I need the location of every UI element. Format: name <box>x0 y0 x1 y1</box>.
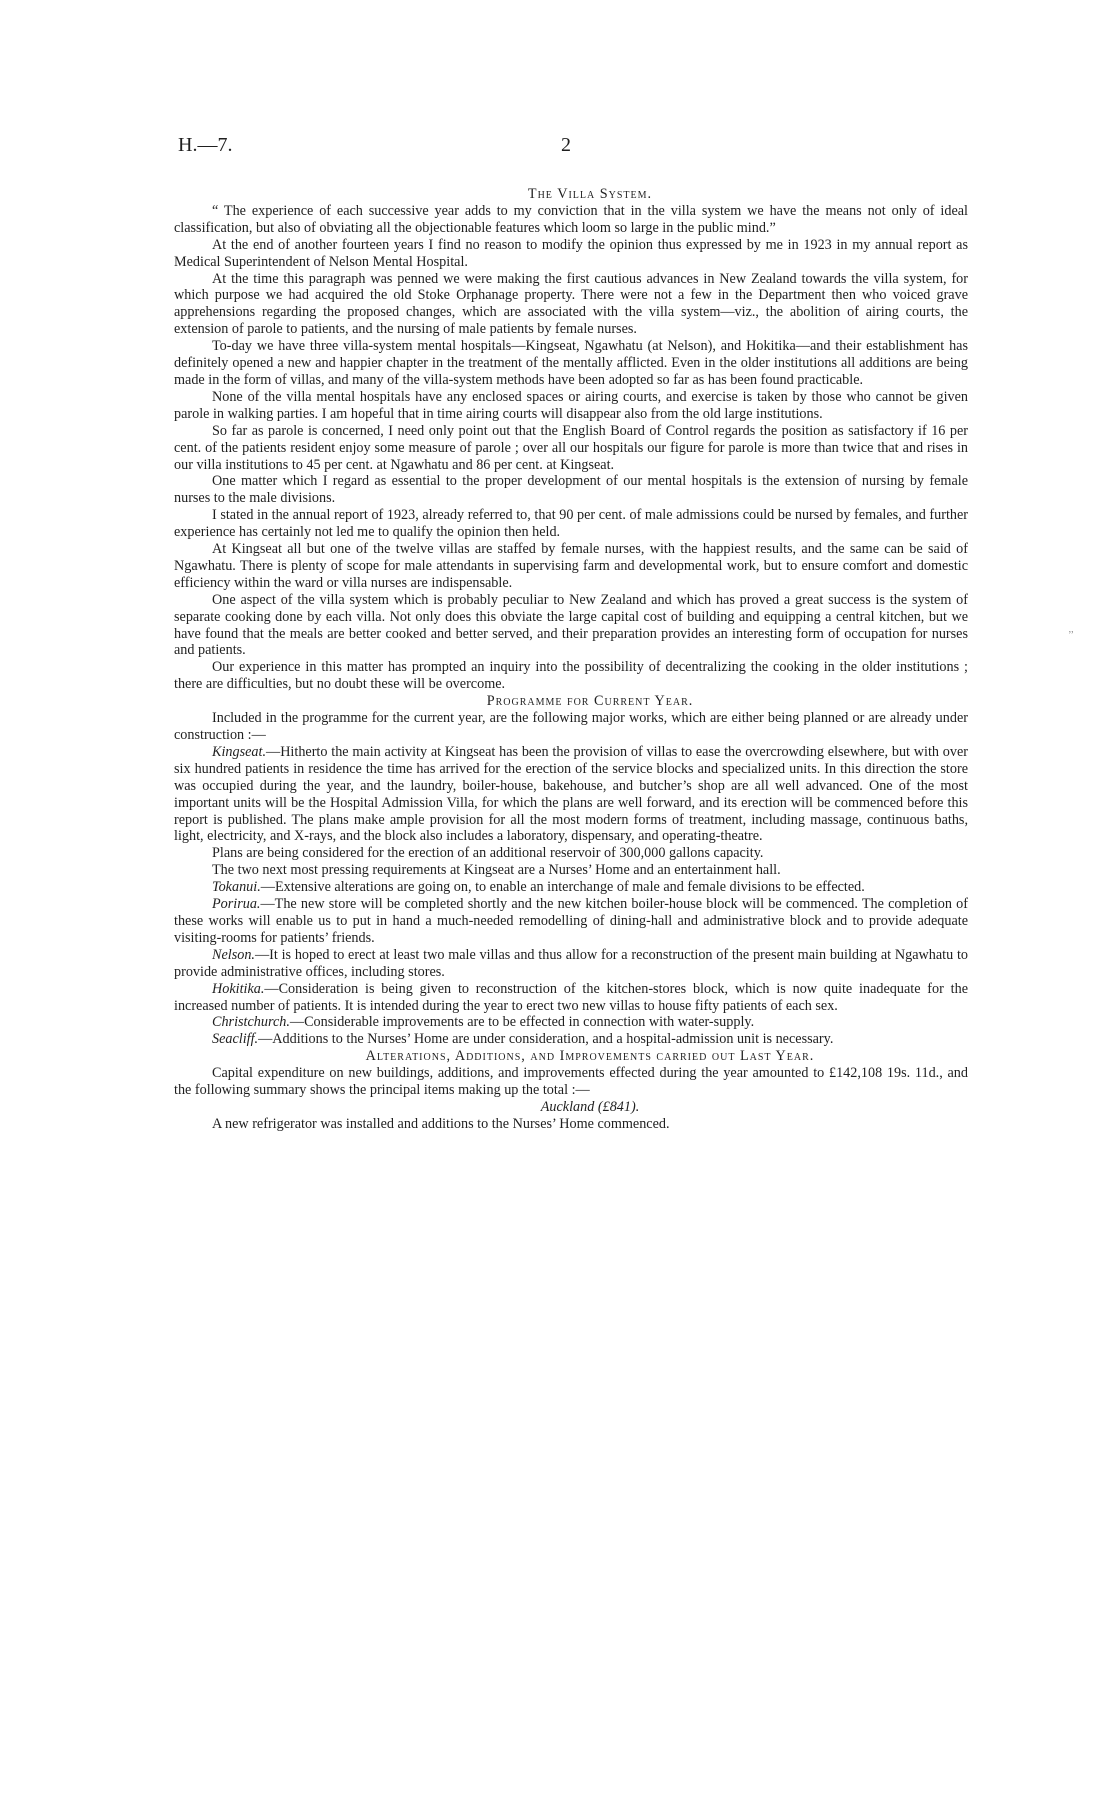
paragraph: A new refrigerator was installed and additions to the Nurses’ Home commenced. <box>212 1115 670 1132</box>
document-reference: H.—7. <box>178 134 233 156</box>
place-name: Hokitika. <box>212 980 265 997</box>
paragraph: “ The experience of each successive year adds to my conviction that in the villa system we have the means not only of ideal classification, but also of obviating all the objectionable features which loom so large in the public mind.” <box>174 202 968 236</box>
paragraph: None of the villa mental hospitals have any enclosed spaces or airing courts, and exercise is taken by those who cannot be given parole in walking parties. I am hopeful that in time airing courts will disappear also from the old large institutions. <box>174 388 968 422</box>
place-name: Kingseat. <box>212 743 266 760</box>
paragraph: At Kingseat all but one of the twelve villas are staffed by female nurses, with the happiest results, and the same can be said of Ngawhatu. There is plenty of scope for male attendants in supervising farm and developmental work, but to ensure comfort and domestic efficiency within the ward or villa nurses are indispensable. <box>174 541 968 591</box>
programme-item-text: —Extensive alterations are going on, to enable an interchange of male and female divisions to be effected. <box>260 879 865 896</box>
paragraph: Capital expenditure on new buildings, additions, and improvements effected during the year amounted to £142,108 19s. 11d., and the following summary shows the principal items making up the total :— <box>174 1065 968 1099</box>
place-name: Seacliff. <box>212 1031 259 1048</box>
place-name: Porirua. <box>212 896 261 913</box>
programme-item <box>174 1031 968 1048</box>
programme-item-text: —The new store will be completed shortly and the new kitchen boiler-house block will be commenced. The completion of these works will enable us to put in hand a much-needed remodelling of dining-hall and administrative block and to provide adequate visiting-rooms for patients’ friends. <box>174 896 968 946</box>
page-number: 2 <box>561 134 571 156</box>
programme-item-text: —Consideration is being given to reconstruction of the kitchen-stores block, which is now quite inadequate for the increased number of patients. It is intended during the year to erect two new villas to house fifty patients of each sex. <box>174 980 968 1014</box>
programme-item <box>174 862 968 879</box>
programme-item-text: —Considerable improvements are to be effected in connection with water-supply. <box>289 1014 755 1031</box>
paragraph: One aspect of the villa system which is probably peculiar to New Zealand and which has proved a great success is the system of separate cooking done by each villa. Not only does this obviate the large capital cost of building and equipping a central kitchen, but we have found that the meals are better cooked and better served, and their preparation provides an interesting form of occupation for nurses and patients. <box>174 591 968 659</box>
programme-item <box>174 896 968 947</box>
paragraph: To-day we have three villa-system mental hospitals—Kingseat, Ngawhatu (at Nelson), and Hokitika—and their establishment has definitely opened a new and happier chapter in the treatment of the mentally afflicted. Even in the older institutions all additions are being made in the form of villas, and many of the villa-system methods have been adopted so far as has been found practicable. <box>174 338 968 388</box>
programme-item-text: The two next most pressing requirements at Kingseat are a Nurses’ Home and an entertainment hall. <box>212 862 781 879</box>
programme-item-text: —Additions to the Nurses’ Home are under consideration, and a hospital-admission unit is necessary. <box>258 1031 834 1048</box>
programme-item <box>174 947 968 981</box>
programme-item <box>174 744 968 845</box>
paragraph: At the time this paragraph was penned we were making the first cautious advances in New Zealand towards the villa system, for which purpose we had acquired the old Stoke Orphanage property. There were not a few in the Department then who voiced grave apprehensions regarding the proposed changes, which are associated with the villa system—viz., the abolition of airing courts, the extension of parole to patients, and the nursing of male patients by female nurses. <box>174 270 968 338</box>
paragraph: One matter which I regard as essential to the proper development of our mental hospitals is the extension of nursing by female nurses to the male divisions. <box>174 473 968 507</box>
paragraph: At the end of another fourteen years I find no reason to modify the opinion thus expressed by me in 1923 in my annual report as Medical Superintendent of Nelson Mental Hospital. <box>174 236 968 270</box>
paragraph: Included in the programme for the current year, are the following major works, which are either being planned or are already under construction :— <box>174 710 968 743</box>
place-name: Tokanui. <box>212 879 261 896</box>
section-heading-villa-system: The Villa System. <box>527 186 653 202</box>
programme-item <box>174 845 968 862</box>
margin-mark: ’’ <box>1068 630 1074 641</box>
paragraph: Our experience in this matter has prompted an inquiry into the possibility of decentralizing the cooking in the older institutions ; there are difficulties, but no doubt these will be overcome. <box>174 659 968 693</box>
programme-item-text: —Hitherto the main activity at Kingseat has been the provision of villas to ease the overcrowding elsewhere, but with over six hundred patients in residence the time has arrived for the erection of the service blocks and specialized units. In this direction the store was occupied during the year, and the laundry, boiler-house, bakehouse, and butcher’s shop are all well advanced. One of the most important units will be the Hospital Admission Villa, for which the plans are well forward, and its erection will be commenced before this report is published. The plans make ample provision for all the most modern forms of treatment, including massage, continuous baths, light, electricity, and X-rays, and the block also includes a laboratory, dispensary, and operating-theatre. <box>174 743 968 845</box>
programme-item-text: —It is hoped to erect at least two male villas and thus allow for a reconstruction of the present main building at Ngawhatu to provide administrative offices, including stores. <box>174 946 968 980</box>
programme-item-text: Plans are being considered for the erection of an additional reservoir of 300,000 gallons capacity. <box>212 845 764 862</box>
programme-item <box>174 1014 968 1031</box>
place-name: Nelson. <box>212 946 255 963</box>
place-name: Christchurch. <box>212 1014 290 1031</box>
paragraph: I stated in the annual report of 1923, already referred to, that 90 per cent. of male admissions could be nursed by females, and further experience has certainly not led me to qualify the opinion then held. <box>174 507 968 541</box>
subheading-auckland: Auckland (£841). <box>540 1098 640 1115</box>
paragraph: So far as parole is concerned, I need only point out that the English Board of Control regards the position as satisfactory if 16 per cent. of the patients resident enjoy some measure of parole ; over all our hospitals our figure for parole is more than twice that and rises in our villa institutions to 45 per cent. at Ngawhatu and 86 per cent. at Kingseat. <box>174 422 968 473</box>
document-body <box>174 186 968 1133</box>
programme-item <box>174 879 968 896</box>
section-heading-programme: Programme for Current Year. <box>486 693 694 710</box>
programme-item <box>174 981 968 1015</box>
section-heading-alterations: Alterations, Additions, and Improvements carried out Last Year. <box>365 1048 815 1065</box>
page-header <box>178 134 964 164</box>
